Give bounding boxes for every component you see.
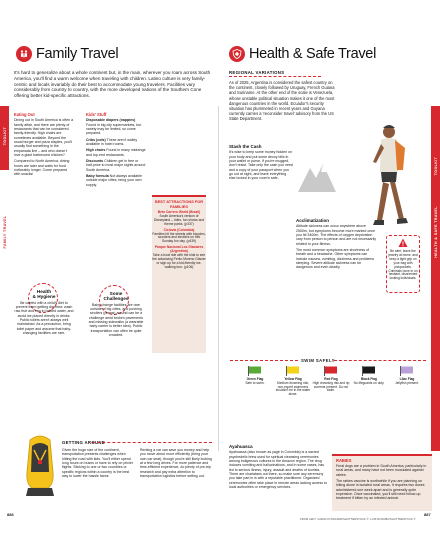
stash-cash-heading: Stash the Cash — [229, 144, 262, 149]
flag-black: Black Flag No lifeguards on duty. — [350, 366, 388, 386]
car-seat-illustration — [20, 432, 60, 500]
right-page-number: 887 — [424, 512, 431, 517]
left-title-row — [16, 42, 118, 66]
left-side-tab — [0, 106, 9, 451]
best-attractions-box — [152, 195, 206, 353]
acclimatization-p1: Altitude sickness can occur anywhere above 2500m, but symptoms become more marked once you hit 3400m. The effects of oxygen deprivation vary from person to person and are not necessarily related to your fitness. — [296, 224, 377, 246]
best-item: Beto Carrero World (Brazil) South America's version of Disneyland – rides, fun shows and theme parks. (p337) — [153, 210, 205, 226]
flag-lilac: Lilac Flag Jellyfish present. — [388, 366, 426, 386]
best-attractions-title: BEST ATTRACTIONS FOR FAMILIES — [154, 199, 204, 209]
black-flag-icon — [362, 366, 376, 376]
kids-stuff-heading: Kids' Stuff — [86, 112, 107, 117]
first-aid-icon — [229, 46, 245, 62]
left-page-title: Family Travel — [36, 46, 119, 62]
getting-around-p1: Given the huge size of the continent, transportation presents challenges when hitting the road with kids. You'll either spend long hours on buses or have to rely on pricier flights. Sticking to one or two countries or specific regions within a country is the best way to lower the hassle factor. — [62, 448, 133, 479]
acclimatization-heading: Acclimatization — [296, 218, 330, 223]
right-tab-label: HEALTH & SAFE TRAVEL — [434, 206, 438, 258]
kids-item: Baby formula Not always available outside major cities; bring your own supply. — [86, 174, 143, 187]
swim-divider-left — [230, 360, 298, 361]
warning-icon — [398, 238, 408, 248]
mountain-illustration — [296, 158, 338, 194]
flag-red: Red Flag High drowning risk and rip currents present. Do not swim. — [312, 366, 350, 393]
be-alert-text: Be alert, leave the jewelry at home, and keep a tight grip on your bag with pickpockets. Criminals hone in on hesitant, disoriented looking individuals. — [388, 249, 418, 281]
rabies-p2: The rabies vaccine is worthwhile if you are planning on hiking alone in isolated rural areas. It requires two doses administered one week apart and is generally quite expensive. Once vaccinated, you'll still need follow-up treatment if bitten by an infected animal. — [336, 479, 425, 501]
right-side-tab — [431, 106, 440, 451]
yellow-flag-icon — [286, 366, 300, 376]
getting-around-section — [62, 440, 213, 517]
regional-variations-text: As of 2025, Argentina is considered the safest country on the continent, closely followed by Uruguay, French Guiana and Suriname. At the other end of the scale is Venezuela, whose unstable political situation makes it one of the most dangerous countries in the world. Ecuador's security situation has plummeted in recent years and Guyana currently carries a 'reconsider travel' advisory from the US State Department. — [229, 80, 335, 122]
flag-green: Green Flag Safe to swim. — [236, 366, 274, 386]
acclimatization-p2: The most common symptoms are shortness of breath and a headache. Other symptoms can include nausea, vomiting, dizziness and problems sleeping. Severe altitude sickness can be dangerous and even deadly. — [296, 248, 375, 270]
getting-around-divider — [92, 442, 212, 443]
challenges-heading-1: Some — [109, 291, 123, 296]
lilac-flag-icon — [400, 366, 414, 376]
flag-yellow: Yellow Flag Medium drowning risk; non-expert swimmers shouldn't be in the water alone. — [274, 366, 312, 397]
challenges-section — [86, 292, 146, 339]
ayahuasca-heading: Ayahuasca — [229, 444, 253, 449]
regional-variations-heading: REGIONAL VARIATIONS — [229, 70, 285, 75]
getting-around-p2: Renting a car can save you money and help you move about more efficiently (bring your own car seat), though you're still likely looking at a few long drives. For more patience and time-efficient experience, do plenty of pre-trip research and pay extra attention to transportation logistics before setting out. — [140, 448, 212, 479]
left-intro: It's hard to generalize about a whole continent but, in the main, wherever you roam across South America, you'll find a warm welcome when traveling with children. Latino culture is very family-centric and locals invariably do their best to accommodate young travelers. Facilities vary considerably from country to country, with the more developed nations of the Southern Cone offering better kid-specific attractions. — [14, 70, 211, 99]
swim-safely-heading: SWIM SAFELY — [301, 358, 335, 363]
getting-around-heading: GETTING AROUND — [62, 440, 106, 445]
right-page-title: Health & Safe Travel — [249, 46, 376, 62]
stash-cash-text: It's wise to keep some money hidden on your body and put some decoy bills in your wallet or purse. If you're mugged, don't resist. Take only the cash you need and a copy of your passport when you go out at night, and leave everything else locked in your room's safe. — [229, 150, 293, 181]
rabies-heading: RABIES — [336, 458, 352, 463]
health-heading-1: Health — [36, 289, 52, 294]
challenges-heading-2: Challenges — [103, 296, 129, 302]
kids-item: Discounts Children get in free or half-price to most major sights around South America. — [86, 159, 146, 172]
right-title-row — [229, 42, 376, 66]
kids-item: Cribs (cots) These aren't widely available in hotel rooms. — [86, 137, 138, 147]
kids-item: Disposable diapers (nappies) Found in big city supermarkets, but variety may be limited, so come prepared. — [86, 118, 142, 136]
health-section — [14, 290, 74, 337]
left-tab-label-top: TOOLKIT — [3, 126, 7, 146]
best-item: Parque Nacional Los Glaciares (Argentina) Take a boat ride with the kids to see the advancing Perito Moreno Glacier or sign up for a kid-friendly ice-walking tour. (p106) — [152, 245, 206, 269]
swim-divider-right — [334, 360, 426, 361]
regional-variations-divider — [229, 76, 321, 77]
red-flag-icon — [324, 366, 338, 376]
left-tab-label: FAMILY TRAVEL — [3, 215, 7, 249]
green-flag-icon — [248, 366, 262, 376]
challenges-text: Baby-change facilities are rare outside of big cities, and pushing strollers (prams) around can be a challenge amid broken pavements and missing sidewalks (a wearable baby carrier is better idea). Public transportation can often be quite crowded. — [88, 302, 144, 338]
kids-item: High chairs Found in many midrange and top-end restaurants. — [86, 148, 146, 157]
eating-out-p1: Dining out in South America is often a family affair, and there are plenty of restaurants that can be considered family-friendly. High chairs are sometimes available. Beyond the usual burger and pizza staples, you'll usually find something in the empanada line – and who doesn't love a giant barbecued chicken? — [14, 118, 74, 158]
eating-out-heading: Eating Out — [14, 112, 35, 117]
stash-cash-section — [229, 145, 293, 183]
eating-out-section — [14, 113, 74, 179]
kids-stuff-section — [86, 113, 146, 189]
eating-out-p2: Compared to North America, dining hours are later and waits for food noticeably longer. Come prepared with snacks! — [14, 159, 70, 177]
right-tab-label-top: TOOLKIT — [434, 156, 438, 176]
ayahuasca-text: Ayahuasca (also known as yagé in Colombia) is a sacred psychedelic brew used for spiritual cleansing ceremonies among indigenous cultures in the Amazon region. The drug induces vomiting and hallucinations, and in some cases, has led to serious illness, injury, assault and deaths of tourists. There are charlatans out there, so make sure any ceremony you take part in is with a reputable practitioner. Organized ceremonies often take place in remote areas lacking access to local authorities or emergency services. — [229, 450, 327, 490]
best-item: Ciclovía (Colombia) Families hit the streets with bicycles, scooters and strollers on this Sunday fun day. (p439) — [152, 227, 206, 244]
rabies-p1: Feral dogs are a problem in South America, particularly in rural areas, and many have not been inoculated against rabies. — [336, 464, 427, 477]
photo-credits: FROM LEFT: CAROLYN MCNAIR/SHUTTERSTOCK ©; LUIS ROSOBA/SHUTTERSTOCK © — [300, 517, 416, 521]
health-heading-2: & Hygiene — [32, 294, 56, 300]
left-page-number: 886 — [7, 512, 14, 517]
health-text: Be careful with a child's diet to prevent them getting diarrhea: wash raw fruit and veg in bottled water, and avoid ice placed directly in drinks. Public toilets aren't always well maintained. As a precaution, bring toilet paper and assume that baby-changing facilities are rare. — [14, 300, 74, 336]
acclimatization-section — [296, 219, 378, 272]
ayahuasca-section — [229, 445, 327, 491]
rabies-box — [332, 454, 432, 511]
hiker-illustration — [363, 122, 417, 232]
family-icon — [16, 46, 32, 62]
